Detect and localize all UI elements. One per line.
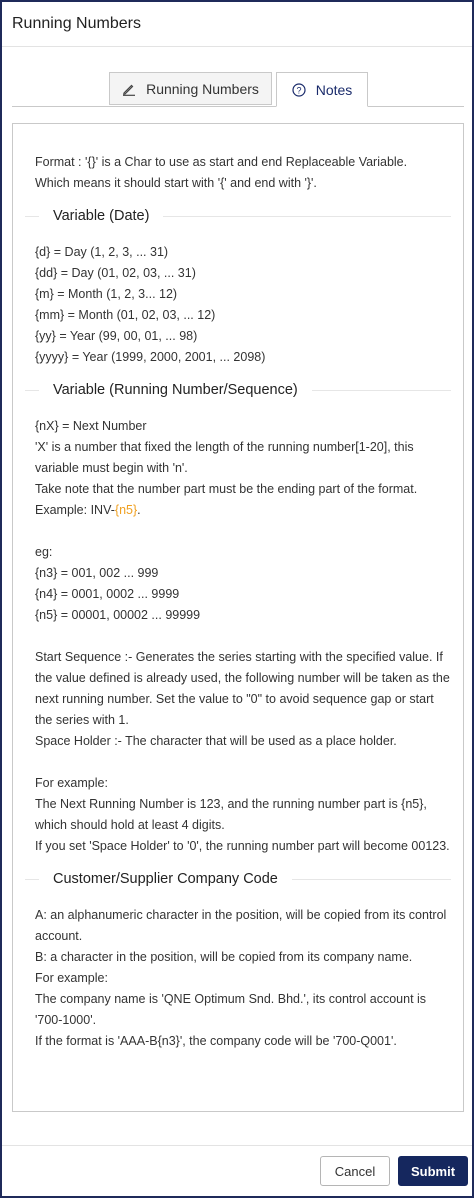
tab-running-numbers[interactable] <box>109 72 272 105</box>
format-intro: Format : '{}' is a Char to use as start and end Replaceable Variable. Which means it should start with '{' and end with '}'. <box>35 155 408 190</box>
take-note-text: Take note that the number part must be the ending part of the format. Example: INV- <box>35 482 418 517</box>
dialog-title: Running Numbers <box>12 15 141 32</box>
list-item: {n4} = 0001, 0002 ... 9999 <box>35 587 180 601</box>
tab-running-numbers-label: Running Numbers <box>146 80 259 97</box>
help-circle-icon <box>292 83 306 97</box>
tab-notes-label: Notes <box>315 81 353 98</box>
list-item: {d} = Day (1, 2, 3, ... 31) <box>35 245 169 259</box>
list-item: {yyyy} = Year (1999, 2000, 2001, ... 2098) <box>35 350 266 364</box>
company-line-b: B: a character in the position, will be copied from its company name. <box>35 950 413 964</box>
list-item: {n5} = 00001, 00002 ... 99999 <box>35 608 201 622</box>
section-running-title: Variable (Running Number/Sequence) <box>53 381 298 398</box>
date-variable-list <box>35 242 451 368</box>
example-text: If you set 'Space Holder' to '0', the running number part will become 00123. <box>35 839 450 853</box>
start-sequence-note: Start Sequence :- Generates the series starting with the specified value. If the value defined is already used, the following number will be taken as the next running number. Set the value to "0" to avoid sequence gap or start the series with 1. <box>35 650 450 727</box>
section-date-heading <box>25 198 451 234</box>
submit-button[interactable]: Submit <box>398 1156 468 1186</box>
eg-label: eg: <box>35 545 53 559</box>
section-running-heading <box>25 372 451 408</box>
section-company-heading <box>25 861 451 897</box>
tab-notes[interactable] <box>276 72 368 107</box>
company-line-a: A: an alphanumeric character in the position, will be copied from its control account. <box>35 908 447 943</box>
example-text: The company name is 'QNE Optimum Snd. Bhd.', its control account is '700-1000'. <box>35 992 427 1027</box>
example-text: The Next Running Number is 123, and the running number part is {n5}, which should hold at least 4 digits. <box>35 797 427 832</box>
pencil-icon <box>122 82 136 96</box>
cancel-button[interactable]: Cancel <box>320 1156 390 1186</box>
for-example-label: For example: <box>35 971 108 985</box>
for-example-label: For example: <box>35 776 108 790</box>
x-description: 'X' is a number that fixed the length of the running number[1-20], this variable must begin with 'n'. <box>35 440 414 475</box>
svg-text:?: ? <box>296 84 302 95</box>
list-item: {yy} = Year (99, 00, 01, ... 98) <box>35 329 198 343</box>
list-item: {dd} = Day (01, 02, 03, ... 31) <box>35 266 196 280</box>
list-item: {n3} = 001, 002 ... 999 <box>35 566 159 580</box>
notes-panel <box>12 123 464 1112</box>
section-date-title: Variable (Date) <box>53 207 150 224</box>
section-company-title: Customer/Supplier Company Code <box>53 870 278 887</box>
take-note-highlight: {n5} <box>114 503 138 517</box>
dialog-footer <box>2 1145 472 1196</box>
space-holder-note: Space Holder :- The character that will be used as a place holder. <box>35 734 397 748</box>
dialog-header <box>2 2 472 47</box>
list-item: {mm} = Month (01, 02, 03, ... 12) <box>35 308 216 322</box>
take-note: Take note that the number part must be the ending part of the format. Example: INV-{n5}. <box>35 482 418 517</box>
tab-bar <box>12 72 464 107</box>
example-text: If the format is 'AAA-B{n3}', the company code will be '700-Q001'. <box>35 1034 397 1048</box>
nx-line: {nX} = Next Number <box>35 419 147 433</box>
list-item: {m} = Month (1, 2, 3... 12) <box>35 287 178 301</box>
